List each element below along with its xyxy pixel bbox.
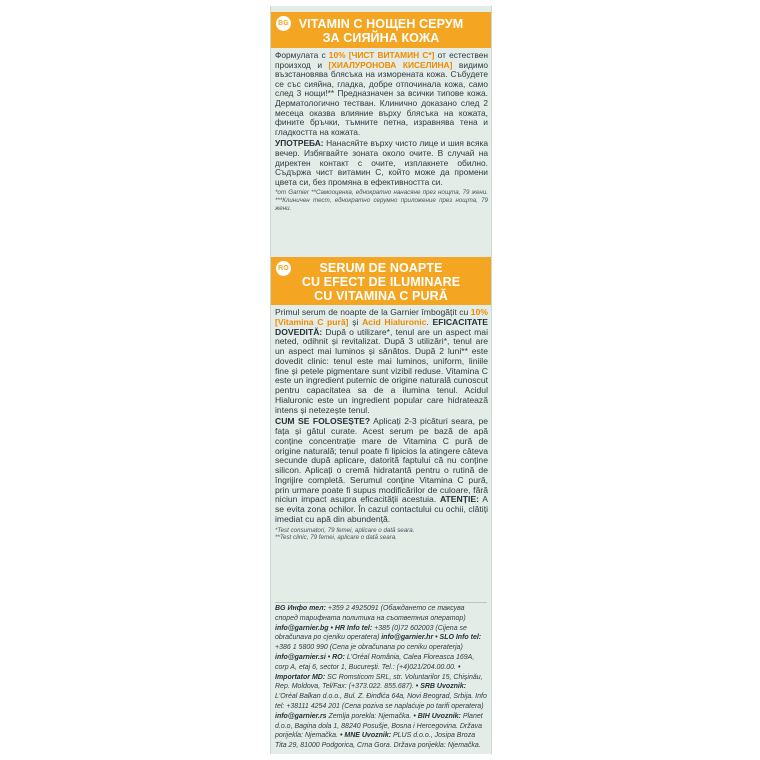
ro-highlight-hyaluronic: Acid Hialuronic bbox=[362, 316, 427, 327]
ro-title-line-1: SERUM DE NOAPTE bbox=[319, 261, 443, 275]
ro-usage-text: Aplicați 2-3 picături seara, pe fața și gâtul curate. Acest serum pe bază de apă conține concentrație mare de Vitamina C pură de origine naturală; tenul poate fi lipicios la atingere câteva secunde după aplicare, datorită faptului că nu conține silicon. Aplicați o cremă hidratantă pentru o rutină de îngrijire completă. Serumul conține Vitamina C pură, prin urmare poate fi supus modificărilor de culoare, fără niciun impact asupra eficacității acestuia. bbox=[275, 416, 489, 505]
bg-section-body bbox=[275, 51, 488, 214]
ro-usage-paragraph bbox=[275, 417, 488, 524]
ro-warning-label: ATENȚIE: bbox=[439, 494, 479, 505]
ro-efficacy-text: După o utilizare*, tenul are un aspect mai neted, odihnit și revitalizat. După 3 utilizări*, tenul are un aspect mai luminos și sănătos. După 2 luni** este dovedit clinic: tenul este mai luminos, uniform, liniile fine și petele pigmentare sunt vizibil reduse. Vitamina C este un ingredient puternic de origine naturală cunoscut pentru capacitatea sa de a ilumina tenul. Acidul Hialuronic este un ingredient popular care hidratează intens și netezește tenul. bbox=[275, 326, 488, 415]
ro-section-header bbox=[271, 257, 491, 305]
ro-title-line-2: CU EFECT DE ILUMINARE bbox=[301, 275, 461, 289]
contact-bih-label: • BIH Uvoznik: bbox=[411, 712, 461, 720]
ro-intro-paragraph bbox=[275, 308, 488, 415]
contact-hr-label: • HR Info tel: bbox=[328, 624, 373, 632]
ro-title-line-3: CU VITAMINA C PURĂ bbox=[314, 289, 448, 303]
bg-usage-text: Нанасяйте върху чисто лице и шия всяка вечер. Избягвайте зоната около очите. В случай на директен контакт с очите, изплакнете обилно. Съдържа чист витамин С, който може да промени цвета си, без промяна в ефективността си. bbox=[275, 138, 488, 187]
contact-srb-label: • SRB Uvoznik: bbox=[413, 683, 467, 691]
ro-language-badge: RO bbox=[276, 261, 291, 276]
contact-mne-text: PLUS d.o.o., Josipa Broza Tita 29, 81000 Podgorica, Crna Gora. Država porijekla: Njemačka. bbox=[275, 732, 481, 750]
ro-intro-text-1: Primul serum de noapte de la Garnier îmbogățit cu bbox=[275, 307, 471, 317]
bg-intro-text-2: от естествен произход и bbox=[275, 50, 488, 70]
contact-slo-label: • SLO Info tel: bbox=[433, 634, 482, 642]
bg-footnote: *от Garnier **Самооценка, еднократно нанасяне през нощта, 79 жени. ***Клиничен тест, еднократно серумно приложение през нощта, 79 жени. bbox=[275, 189, 488, 212]
ro-efficacy-label: EFICACITATE DOVEDITĂ: bbox=[275, 316, 489, 337]
bg-highlight-vitamin-c: 10% [ЧИСТ ВИТАМИН С*] bbox=[328, 50, 435, 60]
bg-title-line-1: VITAMIN C НОЩЕН СЕРУМ bbox=[298, 17, 464, 31]
contact-srb-email: info@garnier.rs bbox=[275, 712, 327, 720]
bg-intro-text-1: Формулата с bbox=[275, 50, 329, 60]
contact-ro-text: L'Oréal România, Calea Floreasca 169A, corp A, etaj 6, sector 1, București. Tel.: (+4)021/204.00.00. bbox=[275, 653, 475, 671]
contact-hr-email: info@garnier.hr bbox=[381, 634, 434, 642]
ro-usage-label: CUM SE FOLOSEȘTE? bbox=[275, 416, 371, 427]
product-label-panel bbox=[270, 6, 492, 754]
contact-srb-text: L'Oréal Balkan d.o.o., Bul. Z. Đinđića 64a, Novi Beograd, Srbija. Info tel: +38111 4254 201 (Cena poziva se naplaćuje po tarifi operatera) bbox=[275, 693, 487, 710]
ro-warning-text: A se evita zona ochilor. În cazul contactului cu ochii, clătiți imediat cu apă din abundență. bbox=[275, 494, 489, 524]
bg-intro-paragraph bbox=[275, 51, 488, 137]
contact-mne-label: • MNE Uvoznik: bbox=[338, 732, 392, 740]
contact-bg-email: info@garnier.bg bbox=[275, 624, 329, 632]
contact-bg-label: BG Инфо тел: bbox=[275, 605, 326, 612]
contact-srb-origin: Zemlja porekla: Njemačka. bbox=[326, 712, 412, 720]
contact-bih-text: Planet d.o.o, Bagina dola 1, 88240 Posušje, Bosna i Hercegovina. Država porijekla: Njemačka. bbox=[275, 712, 483, 740]
ro-highlight-vitamin-c: 10%[Vitamina C pură] bbox=[275, 307, 488, 327]
bg-usage-paragraph bbox=[275, 139, 488, 187]
bg-intro-text-3: видимо възстановява блясъка на изморената кожа. Събудете се със сияйна, гладка, добре отпочинала кожа, само след 3 нощи!** Предназначен за всички типове кожа. Дерматологично тестван. Клинично доказано след 2 месеца оказва влияние върху блясъка на кожата, фините бръчки, тъмните петна, изравнява тена и гладкостта на кожата. bbox=[275, 59, 488, 137]
contact-ro-label: • RO: bbox=[325, 653, 345, 661]
ro-intro-text-2: și bbox=[348, 316, 363, 327]
contact-slo-text: +386 1 5800 990 (Cena je obračunana po ceniku operaterja) bbox=[275, 644, 463, 652]
bg-usage-label: УПОТРЕБА: bbox=[275, 138, 324, 149]
ro-intro-text-3: . bbox=[426, 316, 433, 327]
bg-language-badge: BG bbox=[276, 16, 291, 31]
contact-bg-text: +359 2 4925091 (Обаждането се таксува според тарифната политика на съответния оператор) bbox=[275, 605, 466, 622]
bg-section-header bbox=[271, 12, 491, 48]
ro-footnote-1: *Test consumatori, 79 femei, aplicare o dată seara. bbox=[275, 526, 415, 534]
contact-hr-text: +385 (0)72 602003 (Cijena se obračunava po cjeniku operatera) bbox=[275, 624, 467, 642]
bg-title-line-2: ЗА СИЯЙНА КОЖА bbox=[322, 31, 440, 45]
bg-highlight-hyaluronic: [ХИАЛУРОНОВА КИСЕЛИНА] bbox=[328, 59, 453, 70]
ro-section-body bbox=[275, 308, 488, 544]
ro-footnote-2: **Test clinic, 79 femei, aplicare o dată seara. bbox=[275, 534, 397, 542]
contact-md-text: SC Romsticom SRL, str. Voluntarilor 15, Chișinău, Rep. Moldova, Tel/Fax: (+373.022. 855.687). bbox=[275, 673, 483, 691]
contacts-block bbox=[275, 604, 488, 751]
contact-slo-email: info@garnier.si bbox=[275, 653, 326, 661]
contacts-divider bbox=[275, 602, 487, 603]
contact-md-label: • Importator MD: bbox=[275, 663, 461, 681]
